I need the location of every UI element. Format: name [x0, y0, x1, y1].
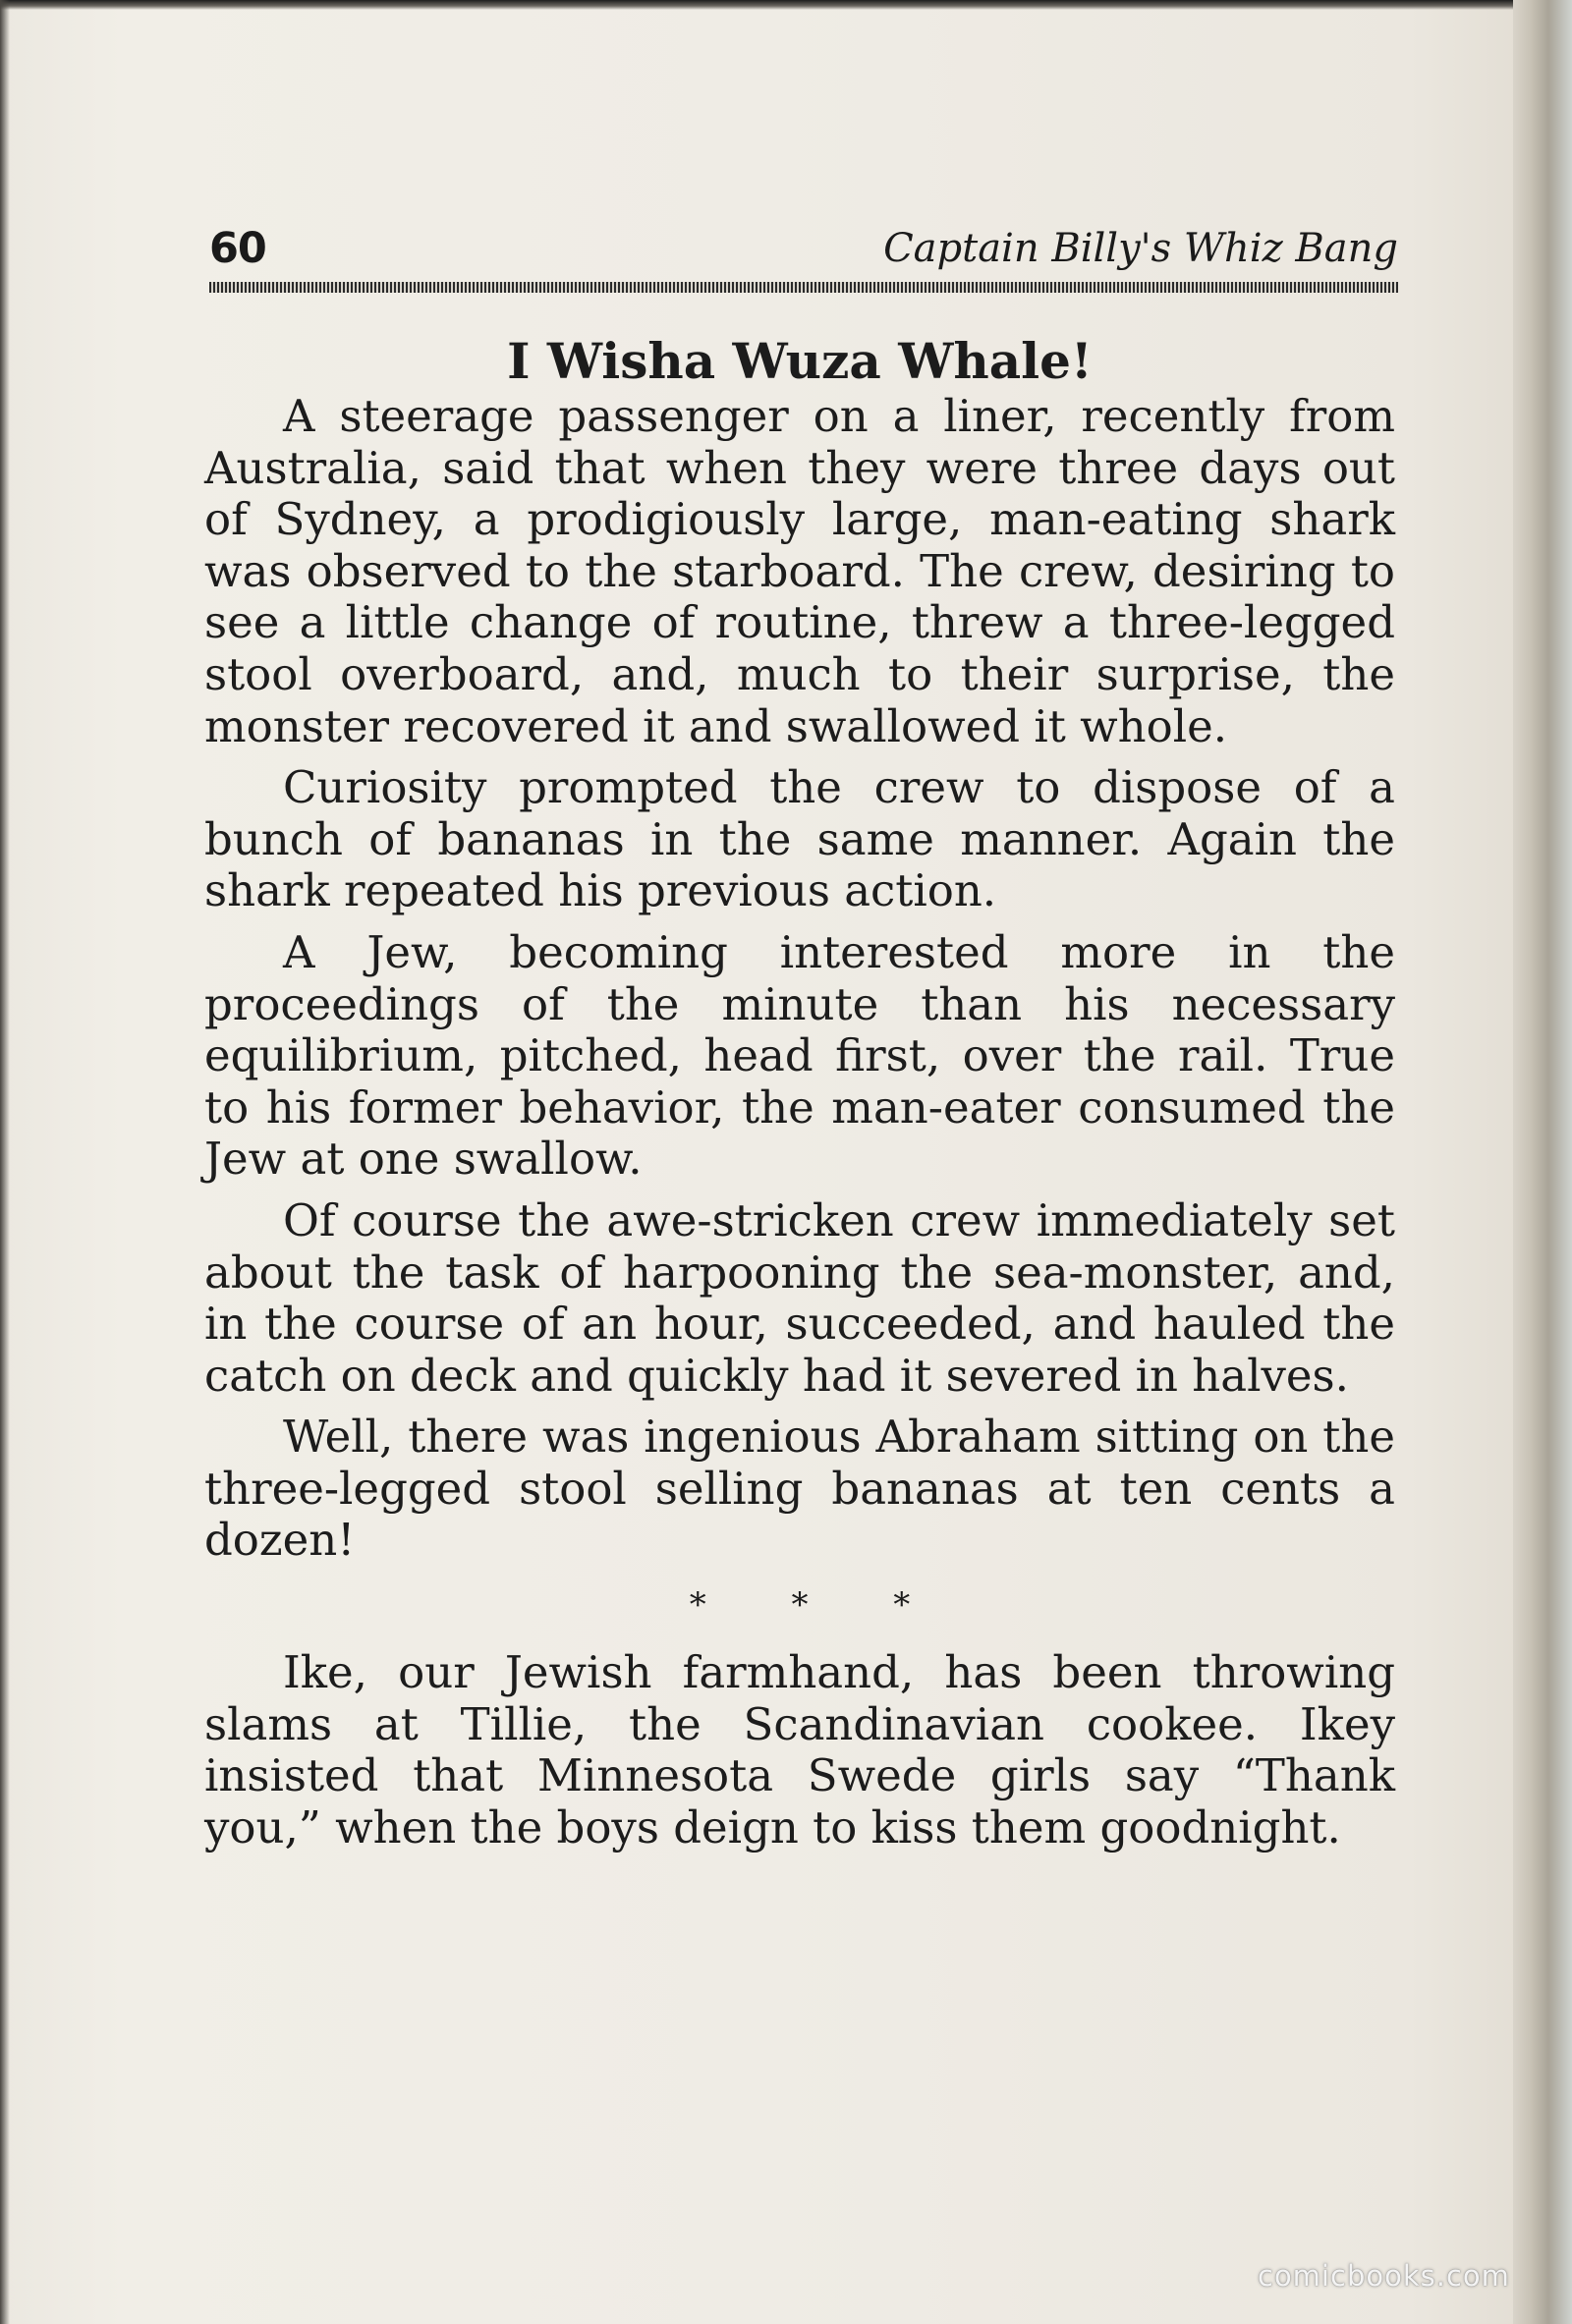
header-rule	[209, 282, 1398, 293]
running-title: Captain Billy's Whiz Bang	[883, 226, 1398, 271]
article-paragraph: Well, there was ingenious Abraham sitting on the three-legged stool selling bananas at ten cents a dozen!	[204, 1411, 1395, 1567]
page-left-edge	[0, 0, 10, 2324]
article-paragraph: A Jew, becoming interested more in the proceedings of the minute than his necessary equilibrium, pitched, head first, over the rail. True to his former behavior, the man-eater consumed the Jew at one swallow.	[204, 925, 1395, 1186]
article	[204, 332, 1395, 1854]
article-paragraph: A steerage passenger on a liner, recently from Australia, said that when they were three days out of Sydney, a prodigiously large, man-eating shark was observed to the starboard. The crew, desiring to see a little change of routine, threw a three-legged stool overboard, and, much to their surprise, the monster recovered it and swallowed it whole.	[204, 390, 1395, 752]
article-paragraph: Of course the awe-stricken crew immediately set about the task of harpooning the sea-monster, and, in the course of an hour, succeeded, and hauled the catch on deck and quickly had it severed in halves.	[204, 1193, 1395, 1402]
page-header	[209, 224, 1398, 283]
watermark: comicbooks.com	[1258, 2259, 1510, 2293]
section-separator: * * *	[689, 1585, 948, 1626]
article-headline: I Wisha Wuza Whale!	[507, 332, 1093, 390]
article-paragraph: Ike, our Jewish farmhand, has been throwing slams at Tillie, the Scandinavian cookee. Ikey insisted that Minnesota Swede girls say “Thank you,” when the boys deign to kiss them goodnight.	[204, 1646, 1395, 1854]
page-number: 60	[209, 224, 266, 273]
book-spine	[1513, 0, 1572, 2324]
article-paragraph: Curiosity prompted the crew to dispose of a bunch of bananas in the same manner. Again the shark repeated his previous action.	[204, 761, 1395, 917]
page-top-edge	[0, 0, 1533, 10]
